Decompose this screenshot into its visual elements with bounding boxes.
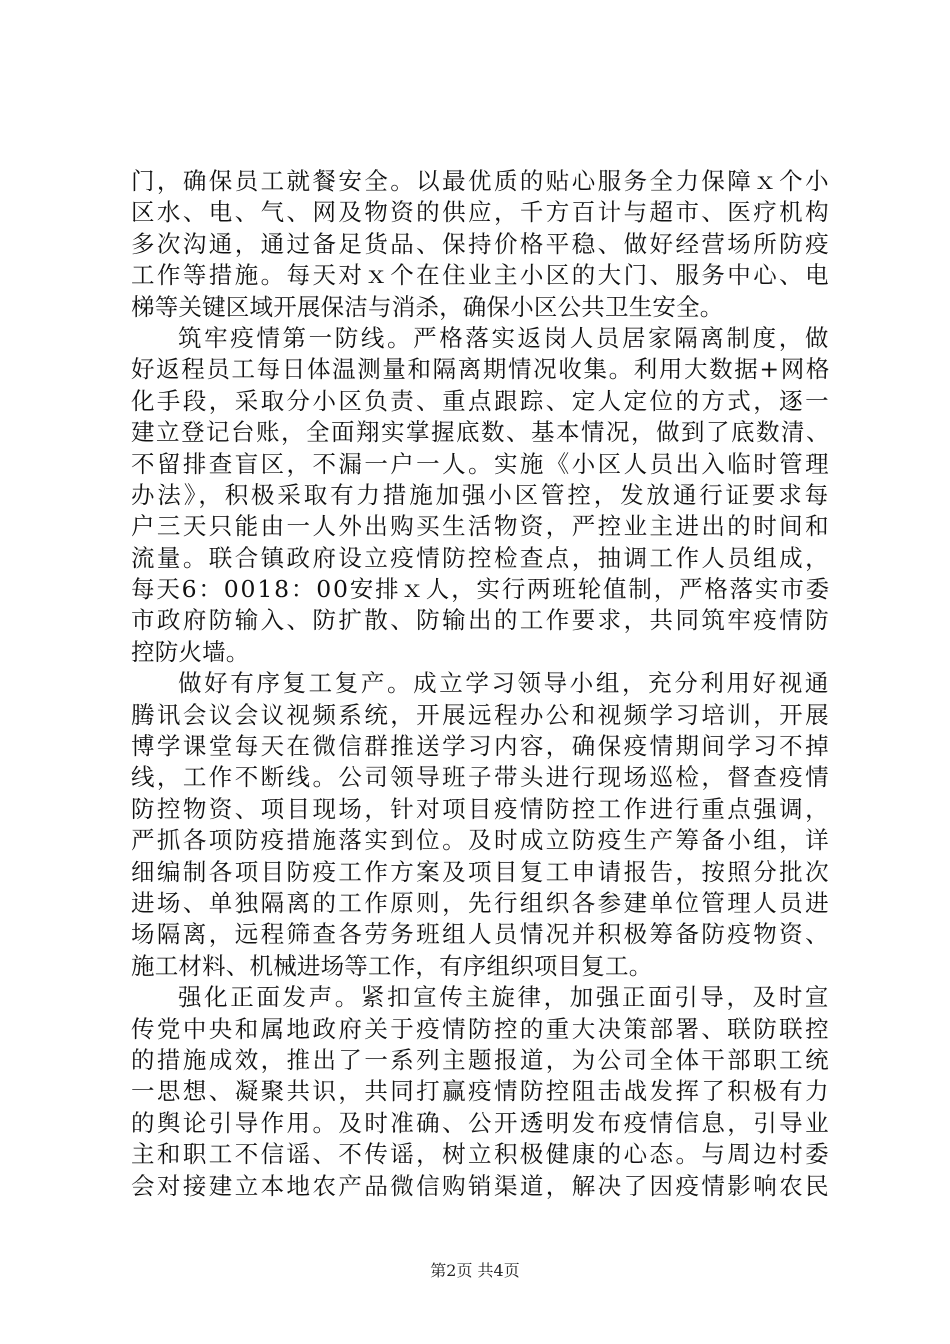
text-line: 好返程员工每日体温测量和隔离期情况收集。利用大数据+网格 <box>131 355 831 384</box>
text-line: 的舆论引导作用。及时准确、公开透明发布疫情信息，引导业 <box>131 1108 831 1137</box>
text-line: 市政府防输入、防扩散、防输出的工作要求，共同筑牢疫情防 <box>131 606 831 635</box>
paragraph-first-line: 做好有序复工复产。成立学习领导小组，充分利用好视通 <box>178 669 831 698</box>
text-line: 博学课堂每天在微信群推送学习内容，确保疫情期间学习不掉 <box>131 732 831 761</box>
text-line: 每天6：0018：00安排ｘ人，实行两班轮值制，严格落实市委 <box>131 575 831 604</box>
text-line: 场隔离，远程筛查各劳务班组人员情况并积极筹备防疫物资、 <box>131 920 831 949</box>
text-line: 线，工作不断线。公司领导班子带头进行现场巡检，督查疫情 <box>131 763 831 792</box>
document-body <box>131 166 831 1202</box>
page-footer: 第2页 共4页 <box>430 1261 520 1280</box>
text-line: 严抓各项防疫措施落实到位。及时成立防疫生产筹备小组，详 <box>131 826 831 855</box>
text-line: 一思想、凝聚共识，共同打赢疫情防控阻击战发挥了积极有力 <box>131 1077 831 1106</box>
text-line: 进场、单独隔离的工作原则，先行组织各参建单位管理人员进 <box>131 888 831 917</box>
text-line: 区水、电、气、网及物资的供应，千方百计与超市、医疗机构 <box>131 198 831 227</box>
text-line: 腾讯会议会议视频系统，开展远程办公和视频学习培训，开展 <box>131 700 831 729</box>
text-line: 门，确保员工就餐安全。以最优质的贴心服务全力保障ｘ个小 <box>131 167 831 195</box>
text-line: 办法》，积极采取有力措施加强小区管控，发放通行证要求每 <box>131 480 831 509</box>
text-line: 主和职工不信谣、不传谣，树立积极健康的心态。与周边村委 <box>131 1140 831 1169</box>
text-line: 不留排查盲区，不漏一户一人。实施《小区人员出入临时管理 <box>131 449 831 478</box>
text-line: 流量。联合镇政府设立疫情防控检查点，抽调工作人员组成， <box>131 543 831 572</box>
paragraph-first-line: 筑牢疫情第一防线。严格落实返岗人员居家隔离制度，做 <box>178 323 831 352</box>
text-line: 化手段，采取分小区负责、重点跟踪、定人定位的方式，逐一 <box>131 386 831 415</box>
text-line: 多次沟通，通过备足货品、保持价格平稳、做好经营场所防疫 <box>131 229 831 258</box>
text-line: 户三天只能由一人外出购买生活物资，严控业主进出的时间和 <box>131 512 831 541</box>
text-line: 的措施成效，推出了一系列主题报道，为公司全体干部职工统 <box>131 1045 831 1074</box>
text-line: 细编制各项目防疫工作方案及项目复工申请报告，按照分批次 <box>131 857 831 886</box>
text-line: 防控物资、项目现场，针对项目疫情防控工作进行重点强调， <box>131 794 831 823</box>
text-line: 施工材料、机械进场等工作，有序组织项目复工。 <box>131 951 653 980</box>
text-line: 控防火墙。 <box>131 637 250 666</box>
text-line: 建立登记台账，全面翔实掌握底数、基本情况，做到了底数清、 <box>131 418 831 447</box>
text-line: 梯等关键区域开展保洁与消杀，确保小区公共卫生安全。 <box>131 292 724 321</box>
text-line: 工作等措施。每天对ｘ个在住业主小区的大门、服务中心、电 <box>131 261 831 290</box>
text-line: 会对接建立本地农产品微信购销渠道，解决了因疫情影响农民 <box>131 1171 831 1200</box>
text-line: 传党中央和属地政府关于疫情防控的重大决策部署、联防联控 <box>131 1014 831 1043</box>
paragraph-first-line: 强化正面发声。紧扣宣传主旋律，加强正面引导，及时宣 <box>178 983 831 1012</box>
